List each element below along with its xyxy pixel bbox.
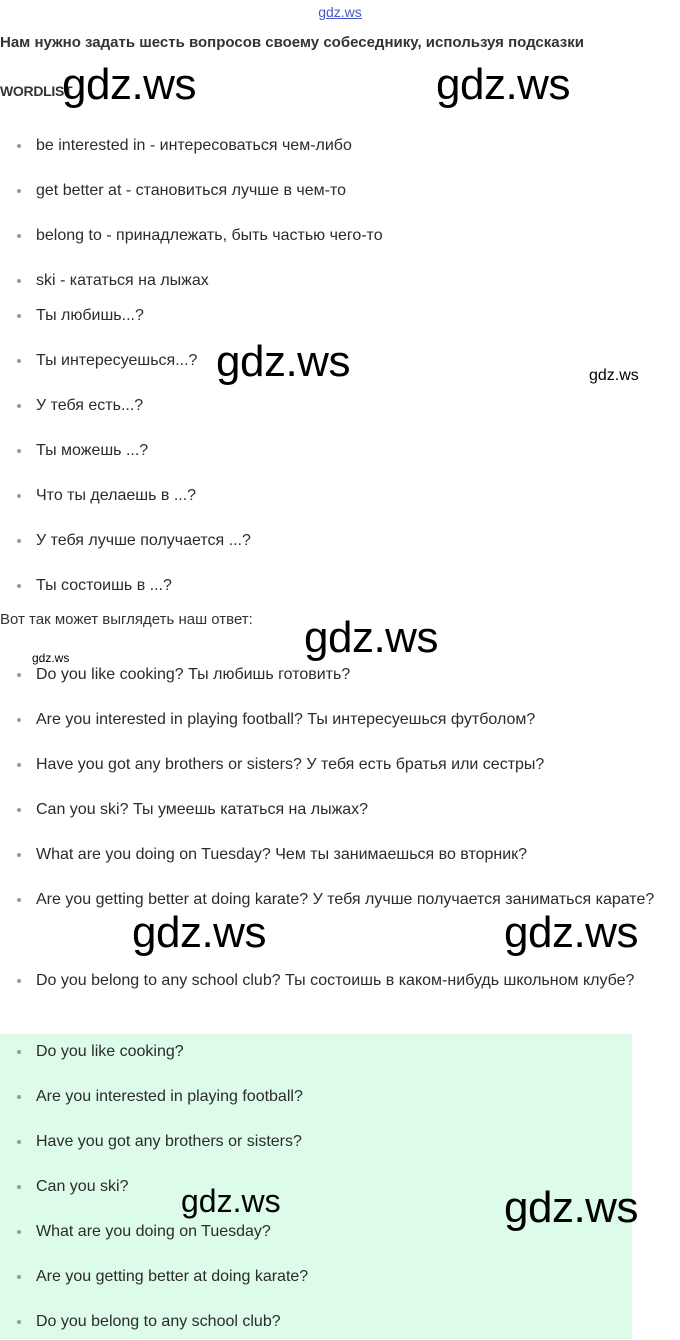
bullet-icon xyxy=(17,539,21,543)
bullet-icon xyxy=(17,1275,21,1279)
bullet-icon xyxy=(17,1050,21,1054)
bullet-icon xyxy=(17,449,21,453)
watermark: gdz.ws xyxy=(32,651,70,665)
bullet-icon xyxy=(17,808,21,812)
bullet-icon xyxy=(17,189,21,193)
bullet-icon xyxy=(17,1095,21,1099)
watermark: gdz.ws xyxy=(504,908,638,957)
bullet-icon xyxy=(17,1140,21,1144)
bullet-icon xyxy=(17,144,21,148)
site-link[interactable]: gdz.ws xyxy=(318,4,362,20)
bullet-icon xyxy=(17,359,21,363)
answer-intro: Вот так может выглядеть наш ответ: xyxy=(0,611,253,628)
watermark: gdz.ws xyxy=(504,1183,638,1232)
bullet-icon xyxy=(17,1320,21,1324)
bullet-icon xyxy=(17,718,21,722)
watermark: gdz.ws xyxy=(436,60,570,109)
watermark: gdz.ws xyxy=(181,1183,281,1219)
bullet-icon xyxy=(17,234,21,238)
bullet-icon xyxy=(17,979,21,983)
bullet-icon xyxy=(17,1185,21,1189)
bullet-icon xyxy=(17,584,21,588)
watermark: gdz.ws xyxy=(589,367,639,384)
page-heading: Нам нужно задать шесть вопросов своему собеседнику, используя подсказки xyxy=(0,34,584,51)
bullet-icon xyxy=(17,898,21,902)
bullet-icon xyxy=(17,494,21,498)
watermark: gdz.ws xyxy=(132,908,266,957)
bullet-icon xyxy=(17,853,21,857)
watermark: gdz.ws xyxy=(304,613,438,662)
bullet-icon xyxy=(17,1230,21,1234)
bullet-icon xyxy=(17,404,21,408)
bullet-icon xyxy=(17,673,21,677)
bullet-icon xyxy=(17,279,21,283)
wordlist-label: WORDLIST xyxy=(0,83,73,99)
watermark: gdz.ws xyxy=(216,337,350,386)
bullet-icon xyxy=(17,314,21,318)
bullet-icon xyxy=(17,763,21,767)
watermark: gdz.ws xyxy=(62,60,196,109)
